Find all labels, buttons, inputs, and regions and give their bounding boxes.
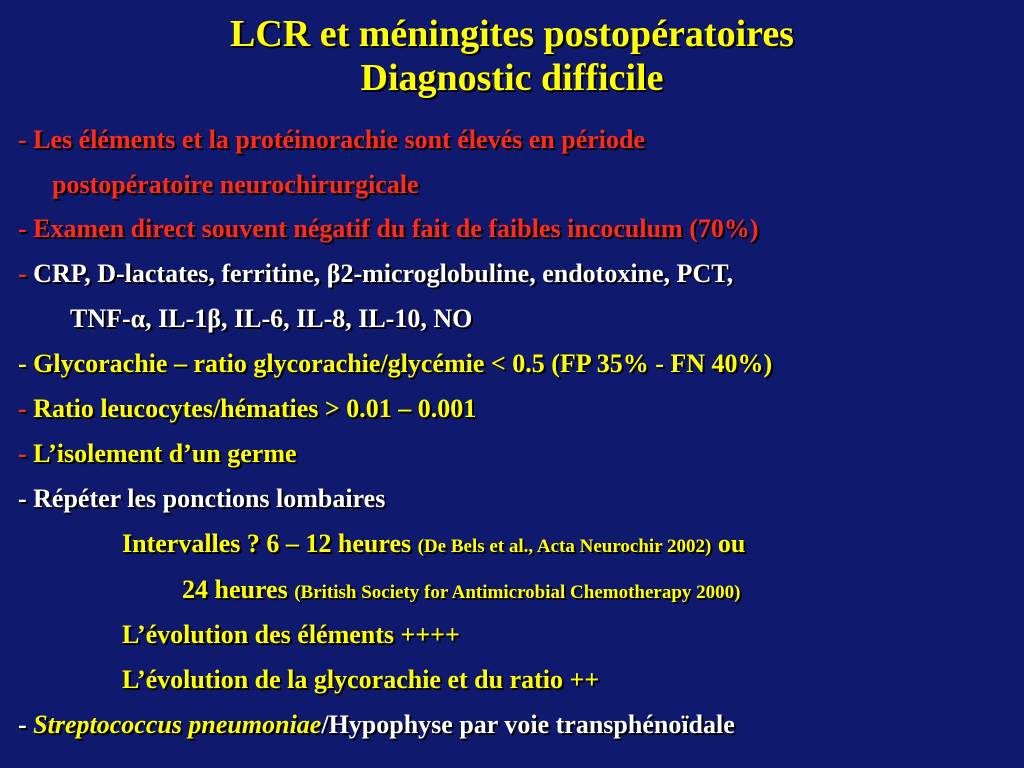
bullet-streptococcus [18, 710, 735, 740]
title-line-1: LCR et méningites postopératoires [230, 13, 794, 55]
bullet-biomarkers-continuation [70, 304, 472, 334]
bullet-text: Ratio leucocytes/hématies > 0.01 – 0.001 [33, 394, 477, 423]
sub-evolution-elements [122, 620, 460, 650]
bullet-text: Examen direct souvent négatif du fait de faibles incoculum (70%) [33, 214, 759, 243]
bullet-dash: - [18, 439, 34, 468]
bullet-text: TNF-α, IL-1β, IL-6, IL-8, IL-10, NO [70, 304, 473, 333]
bullet-text: L’isolement d’un germe [33, 439, 297, 468]
bullet-dash: - [18, 259, 34, 288]
bullet-isolement-germe [18, 439, 297, 469]
bullet-dash: - [18, 125, 34, 154]
bullet-biomarkers [18, 259, 733, 289]
reference-british-society: (British Society for Antimicrobial Chemotherapy 2000) [294, 582, 741, 603]
sub-tail: ou [711, 529, 746, 558]
bullet-ratio-leucocytes [18, 394, 476, 424]
bullet-elements-proteinorachie [18, 125, 645, 155]
sub-evolution-glycorachie [122, 665, 599, 695]
title-line-2: Diagnostic difficile [360, 57, 664, 99]
sub-text: L’évolution de la glycorachie et du ratio ++ [122, 665, 600, 694]
bullet-dash: - [18, 710, 34, 739]
sub-text: Intervalles ? 6 – 12 heures [122, 529, 418, 558]
bullet-text: /Hypophyse par voie transphénoïdale [321, 710, 735, 739]
slide-title [0, 12, 1024, 100]
bullet-examen-direct [18, 214, 759, 244]
bullet-text: - Répéter les ponctions lombaires [18, 484, 386, 513]
bullet-text: postopératoire neurochirurgicale [52, 170, 419, 199]
bullet-italic-species: Streptococcus pneumoniae [33, 710, 322, 739]
sub-24-heures [182, 575, 741, 608]
bullet-text: CRP, D-lactates, ferritine, β2-microglobuline, endotoxine, PCT, [33, 259, 734, 288]
reference-de-bels: (De Bels et al., Acta Neurochir 2002) [417, 536, 712, 557]
sub-text: L’évolution des éléments ++++ [122, 620, 460, 649]
bullet-dash: - [18, 394, 34, 423]
bullet-repeter-ponctions [18, 484, 385, 514]
bullet-dash: - [18, 214, 34, 243]
bullet-text: Les éléments et la protéinorachie sont élevés en période [33, 125, 646, 154]
sub-text: 24 heures [182, 575, 295, 604]
bullet-text: - Glycorachie – ratio glycorachie/glycémie < 0.5 (FP 35% - FN 40%) [18, 349, 773, 378]
sub-intervalles [122, 529, 745, 562]
bullet-elements-continuation [52, 170, 419, 200]
bullet-glycorachie [18, 349, 772, 379]
